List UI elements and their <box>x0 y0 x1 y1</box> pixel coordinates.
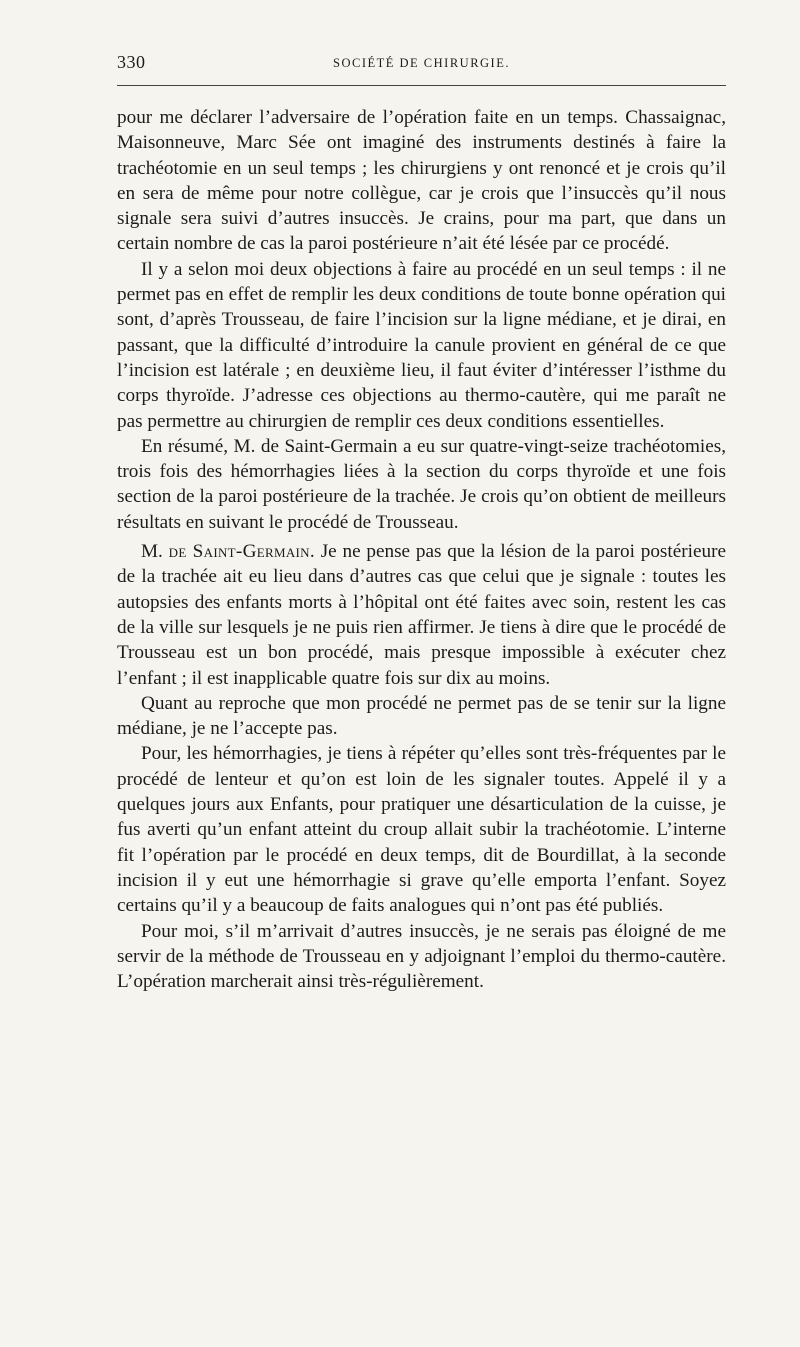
paragraph-hemorrhages: Pour, les hémorrhagies, je tiens à répéter qu’elles sont très-fréquentes par le procédé de lenteur et qu’on est loin de les signaler toutes. Appelé il y a quelques jours aux Enfants, pour pratiquer une désarticulation de la cuisse, je fus averti qu’un enfant atteint du croup allait subir la trachéotomie. L’interne fit l’opération par le procédé en deux temps, dit de Bourdillat, à la seconde incision il y eut une hémorrhagie si grave qu’elle emporta l’enfant. Soyez certains qu’il y a beaucoup de faits analogues qui n’ont pas été publiés. <box>117 743 726 917</box>
paragraph-reply <box>117 539 726 691</box>
speaker-name: Saint-Germain. <box>186 541 315 563</box>
speaker-prefix: M. <box>141 541 169 563</box>
body-text <box>117 105 726 994</box>
page-number: 330 <box>117 52 146 72</box>
paragraph-objections: Il y a selon moi deux objections à faire au procédé en un seul temps : il ne permet pas en effet de remplir les deux conditions de toute bonne opération qui sont, d’après Trousseau, de faire l’incision sur la ligne médiane, et je dirai, en passant, que la difficulté d’introduire la canule provient en général de ce que l’incision est latérale ; en deuxième lieu, il faut éviter d’intéresser l’isthme du corps thyroïde. J’adresse ces objections au thermo-cautère, qui me paraît ne pas permettre au chirurgien de remplir ces deux conditions essentielles. <box>117 258 726 432</box>
header-rule <box>117 85 726 86</box>
paragraph-summary: En résumé, M. de Saint-Germain a eu sur quatre-vingt-seize trachéotomies, trois fois des hémorrhagies liées à la section du corps thyroïde et une fois section de la paroi postérieure de la trachée. Je crois qu’on obtient de meilleurs résultats en suivant le procédé de Trousseau. <box>117 435 726 533</box>
running-head: SOCIÉTÉ DE CHIRURGIE. <box>333 56 510 70</box>
paragraph-median-line: Quant au reproche que mon procédé ne permet pas de se tenir sur la ligne médiane, je ne l’accepte pas. <box>117 692 726 740</box>
reply-text: Je ne pense pas que la lésion de la paroi postérieure de la trachée ait eu lieu dans d’autres cas que celui que je signale : toutes les autopsies des enfants morts à l’hôpital ont été faites avec soin, restent les cas de la ville sur lesquels je ne puis rien affirmer. Je tiens à dire que le procédé de Trousseau est un bon procédé, mais presque impossible à exécuter chez l’enfant ; il est inapplicable quatre fois sur dix au moins. <box>117 541 726 689</box>
paragraph-continuation: pour me déclarer l’adversaire de l’opération faite en un temps. Chassaignac, Maisonneuve, Marc Sée ont imaginé des instruments destinés à faire la trachéotomie en un seul temps ; les chirurgiens y ont renoncé et je crois qu’il en sera de même pour notre collègue, car je crois que l’insuccès qu’il nous signale sera suivi d’autres insuccès. Je crains, pour ma part, que dans un certain nombre de cas la paroi postérieure n’ait été lésée par ce procédé. <box>117 107 726 255</box>
page-header <box>117 52 726 74</box>
speaker-particle: de <box>168 541 187 563</box>
paragraph-conclusion: Pour moi, s’il m’arrivait d’autres insuccès, je ne serais pas éloigné de me servir de la méthode de Trousseau en y adjoignant l’emploi du thermo-cautère. L’opération marcherait ainsi très-régulièrement. <box>117 920 726 993</box>
